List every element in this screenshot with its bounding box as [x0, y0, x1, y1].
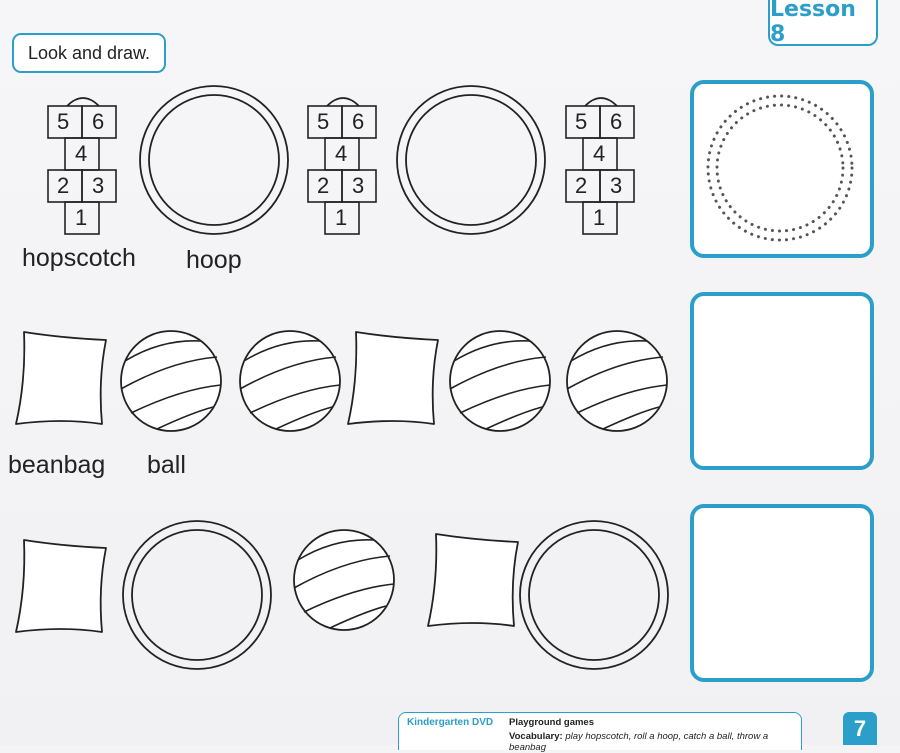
answer-box-1[interactable] — [690, 80, 874, 258]
hop-num: 2 — [317, 173, 330, 198]
footer-vocab-label: Vocabulary: — [509, 731, 563, 742]
hop-num: 3 — [352, 173, 365, 198]
hop-num: 6 — [352, 109, 365, 134]
hop-num: 1 — [593, 205, 606, 230]
hop-num: 6 — [92, 109, 105, 134]
answer-box-3[interactable] — [690, 504, 874, 682]
word-ball: ball — [147, 451, 186, 479]
beanbag-4 — [428, 534, 518, 626]
hoop-4 — [520, 521, 668, 669]
hop-num: 1 — [335, 205, 348, 230]
hop-num: 4 — [593, 141, 606, 166]
instruction-label: Look and draw. — [12, 33, 166, 73]
hop-num: 3 — [610, 173, 623, 198]
hoop-1 — [140, 86, 288, 234]
beanbag-3 — [16, 540, 106, 632]
ball-4 — [567, 331, 667, 431]
ball-3 — [450, 331, 550, 431]
beanbag-2 — [348, 332, 438, 424]
footer-bar — [398, 712, 802, 753]
hop-num: 5 — [317, 109, 330, 134]
word-beanbag: beanbag — [8, 451, 106, 479]
ball-5 — [294, 530, 394, 630]
hop-num: 4 — [335, 141, 348, 166]
hop-num: 2 — [57, 173, 70, 198]
dotted-hoop-guide — [694, 84, 870, 254]
word-hopscotch: hopscotch — [22, 244, 136, 272]
hop-num: 6 — [610, 109, 623, 134]
ball-2 — [240, 331, 340, 431]
footer-vocab — [509, 731, 801, 753]
beanbag-1 — [16, 332, 106, 424]
hoop-2 — [397, 86, 545, 234]
hop-num: 4 — [75, 141, 88, 166]
hop-num: 5 — [575, 109, 588, 134]
hop-num: 3 — [92, 173, 105, 198]
word-hoop: hoop — [186, 246, 242, 274]
answer-box-2[interactable] — [690, 292, 874, 470]
page-number: 7 — [843, 712, 877, 745]
hop-num: 5 — [57, 109, 70, 134]
hop-num: 2 — [575, 173, 588, 198]
hop-num: 1 — [75, 205, 88, 230]
footer-title: Playground games — [509, 717, 594, 728]
footer-brand: Kindergarten DVD — [407, 717, 494, 728]
hoop-3 — [123, 521, 271, 669]
ball-1 — [121, 331, 221, 431]
footer-vocab-text: play hopscotch, roll a hoop, catch a ball, throw a beanbag — [509, 731, 769, 753]
lesson-tab: Lesson 8 — [768, 0, 878, 46]
